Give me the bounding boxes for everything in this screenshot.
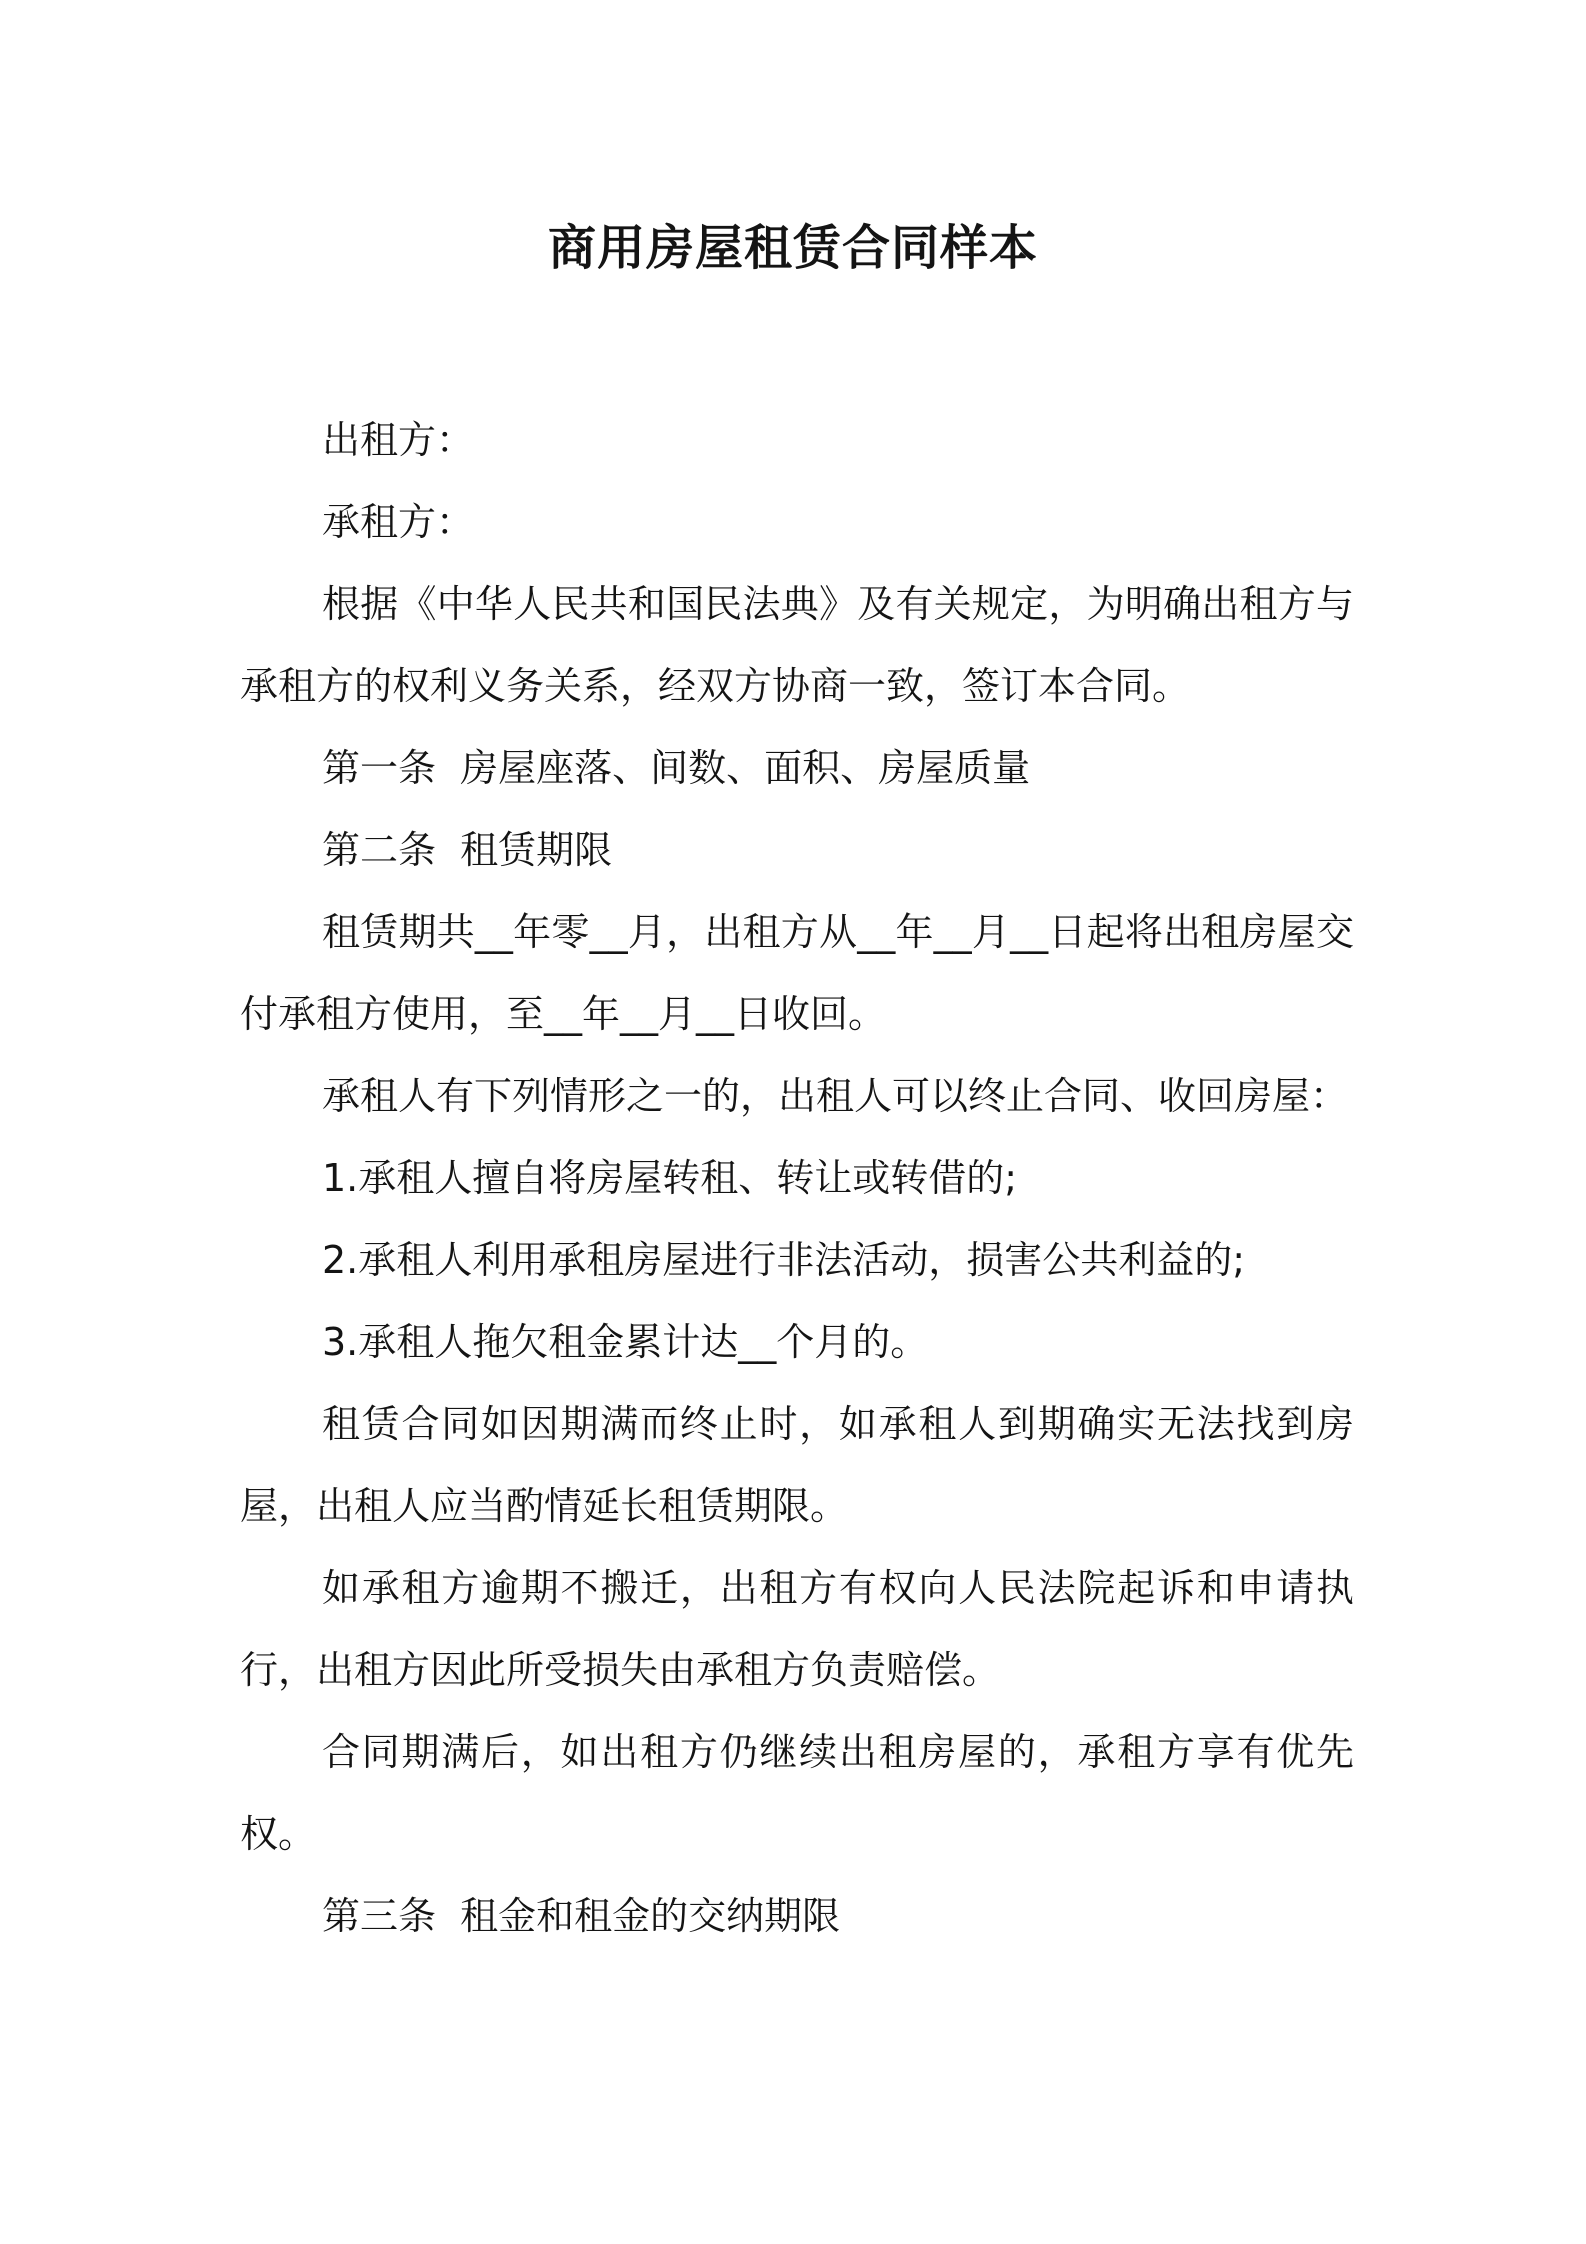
expiry-extension-paragraph: 租赁合同如因期满而终止时，如承租人到期确实无法找到房屋，出租人应当酌情延长租赁期限。 <box>240 1402 1354 1528</box>
overdue-eviction-paragraph: 如承租方逾期不搬迁，出租方有权向人民法院起诉和申请执行，出租方因此所受损失由承租方负责赔偿。 <box>240 1566 1354 1692</box>
document-body <box>240 399 1354 1957</box>
priority-right-paragraph: 合同期满后，如出租方仍继续出租房屋的，承租方享有优先权。 <box>240 1730 1354 1856</box>
lease-term-paragraph: 租赁期共__年零__月，出租方从__年__月__日起将出租房屋交付承租方使用，至__年__月__日收回。 <box>240 910 1354 1036</box>
termination-item-1: 1.承租人擅自将房屋转租、转让或转借的; <box>322 1156 1018 1200</box>
article-1-heading: 第一条 房屋座落、间数、面积、房屋质量 <box>322 746 1031 790</box>
termination-item-3: 3.承租人拖欠租金累计达__个月的。 <box>322 1320 929 1364</box>
preamble-paragraph: 根据《中华人民共和国民法典》及有关规定，为明确出租方与承租方的权利义务关系，经双方协商一致，签订本合同。 <box>240 582 1354 708</box>
lessee-line: 承租方： <box>322 500 475 544</box>
termination-conditions-paragraph: 承租人有下列情形之一的，出租人可以终止合同、收回房屋： <box>322 1074 1349 1118</box>
termination-item-2: 2.承租人利用承租房屋进行非法活动，损害公共利益的; <box>322 1238 1246 1282</box>
article-3-heading: 第三条 租金和租金的交纳期限 <box>322 1894 841 1938</box>
lessor-line: 出租方： <box>322 418 475 462</box>
document-title: 商用房屋租赁合同样本 <box>547 220 1038 276</box>
article-2-heading: 第二条 租赁期限 <box>322 828 613 872</box>
